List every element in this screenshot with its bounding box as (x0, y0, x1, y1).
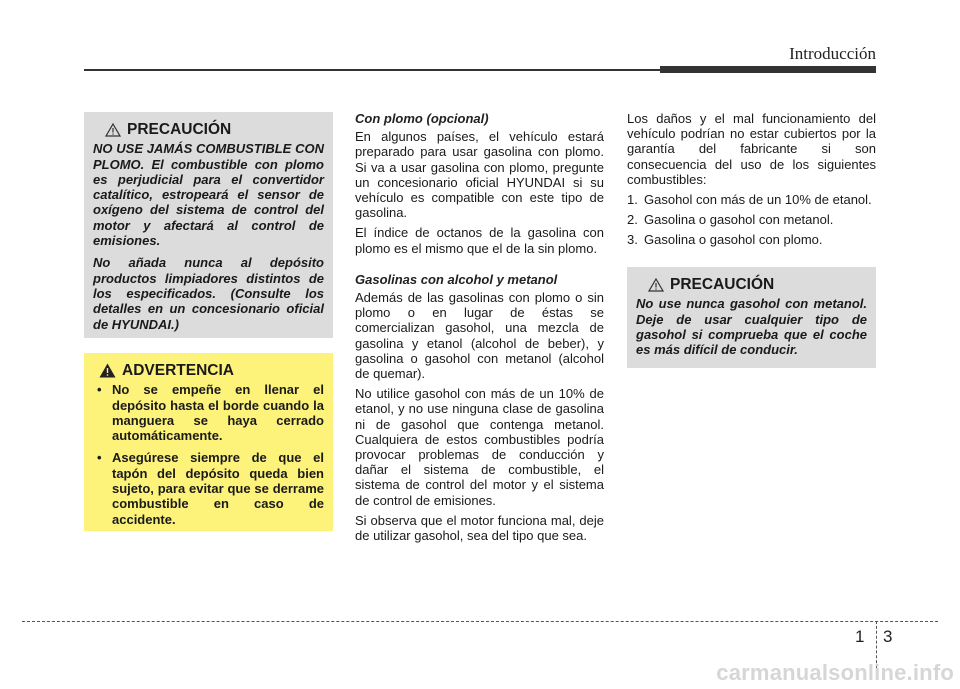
body-paragraph: En algunos países, el vehículo estará preparado para usar gasolina con plomo. Si va a usar gasolina con plomo, pregunte un concesionario oficial HYUNDAI si su vehículo es compatible con este tipo de gasolina. (355, 129, 604, 221)
middle-column (355, 111, 604, 548)
caution-title-text: PRECAUCIÓN (127, 121, 232, 138)
warning-title (93, 363, 324, 378)
section-title: Introducción (789, 44, 876, 63)
list-item (627, 192, 876, 207)
caution-box-fuel (84, 112, 333, 338)
body-paragraph: Los daños y el mal funcionamiento del vehículo podrían no estar cubiertos por la garantía del fabricante si son consecuencia del uso de los siguientes combustibles: (627, 111, 876, 187)
body-paragraph: Además de las gasolinas con plomo o sin plomo o en lugar de éstas se comercializan gasohol, una mezcla de gasolina y etanol (alcohol de beber), y gasolina o gasohol con metanol (alcohol de quemar). (355, 290, 604, 382)
warning-box-filling (84, 353, 333, 531)
body-paragraph: No utilice gasohol con más de un 10% de etanol, y no use ninguna clase de gasolina ni de gasohol que contenga metanol. Cualquiera de estos combustibles podría provocar problemas de conducción y dañar el sistema de combustible, el sistema de control del motor y el sistema de control de emisiones. (355, 386, 604, 508)
footer-rule (22, 621, 938, 622)
watermark: carmanualsonline.info (716, 660, 954, 685)
page-number: 3 (883, 627, 893, 646)
warning-list (93, 382, 324, 527)
subheading-alcohol: Gasolinas con alcohol y metanol (355, 271, 558, 287)
caution-title-text: PRECAUCIÓN (670, 276, 775, 293)
warning-title-text: ADVERTENCIA (122, 362, 234, 379)
warning-triangle-filled-icon (99, 363, 116, 378)
right-column (627, 111, 876, 253)
list-item (627, 232, 876, 247)
caution-paragraph: No añada nunca al depósito productos limpiadores distintos de los especificados. (Consulte los detalles en un concesionario oficial de HYUNDAI.) (93, 255, 324, 332)
list-number: 1. (627, 192, 638, 208)
list-number: 3. (627, 232, 638, 248)
warning-bullet: • Asegúrese siempre de que el tapón del depósito queda bien sujeto, para evitar que se derrame combustible en caso de accidente. (93, 450, 324, 526)
warning-bullet: • No se empeñe en llenar el depósito hasta el borde cuando la manguera se haya cerrado automáticamente. (93, 382, 324, 443)
header-rule-accent (660, 66, 876, 73)
warning-triangle-outline-icon (648, 278, 664, 292)
body-paragraph: Si observa que el motor funciona mal, deje de utilizar gasohol, sea del tipo que sea. (355, 512, 604, 544)
caution-paragraph: No use nunca gasohol con metanol. Deje de usar cualquier tipo de gasohol si comprueba que el coche es más difícil de conducir. (636, 296, 867, 358)
list-text: Gasohol con más de un 10% de etanol. (644, 192, 872, 208)
warning-triangle-outline-icon (105, 123, 121, 137)
caution-title (636, 277, 867, 292)
list-text: Gasolina o gasohol con plomo. (644, 232, 823, 248)
caution-paragraph: NO USE JAMÁS COMBUSTIBLE CON PLOMO. El combustible con plomo es perjudicial para el convertidor catalítico, estropeará el sensor de oxígeno del sistema de control del motor y afectará al control de emisiones. (93, 141, 324, 249)
chapter-number: 1 (855, 627, 865, 646)
body-paragraph: El índice de octanos de la gasolina con plomo es el mismo que el de la sin plomo. (355, 225, 604, 256)
list-number: 2. (627, 212, 638, 228)
subheading-leaded: Con plomo (opcional) (355, 111, 489, 126)
list-text: Gasolina o gasohol con metanol. (644, 212, 834, 228)
fuel-list (627, 192, 876, 248)
caution-title (93, 122, 324, 137)
list-item (627, 212, 876, 227)
header-rule (84, 69, 660, 71)
caution-box-gasohol (627, 267, 876, 368)
